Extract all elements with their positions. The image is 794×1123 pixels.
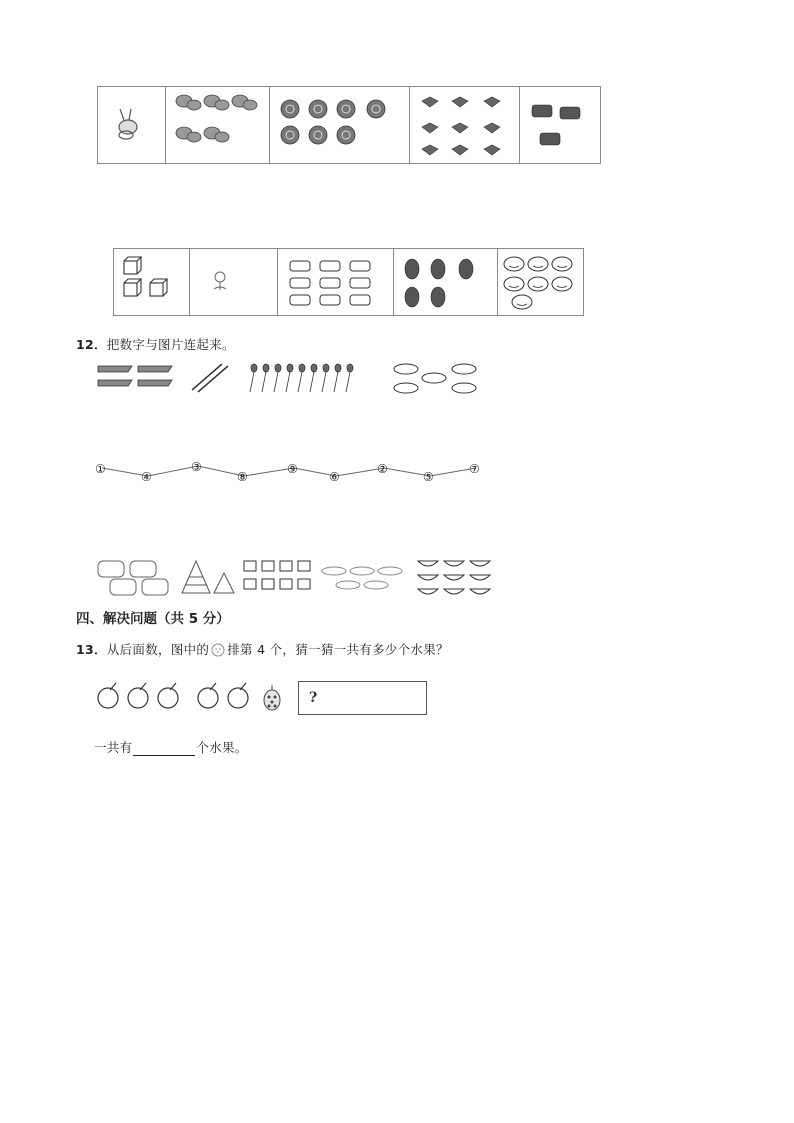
spoon-icons: [250, 364, 353, 392]
strawberry-icon: [264, 685, 280, 710]
bird-icons: [410, 87, 520, 163]
smiley-icons: [498, 249, 583, 315]
bowl-icons: [418, 561, 490, 594]
number-7: ⑦: [469, 462, 480, 476]
scarf-icons: [98, 366, 172, 386]
question-13: 13 ． 从后面数，图中的 排第 4 个，猜一猜一共有多少个水果？: [76, 641, 449, 657]
answer-prefix: 一共有: [94, 740, 133, 755]
number-9: ⑨: [287, 462, 298, 476]
pine-tree-icon: [182, 561, 234, 593]
rabbit-icon: [98, 87, 166, 163]
answer-blank[interactable]: [133, 741, 195, 756]
question-number: 13: [76, 641, 94, 657]
number-1: ①: [95, 462, 106, 476]
pinecone-cell: [394, 249, 498, 315]
section-title: 四、解决问题（共 5 分）: [76, 611, 230, 627]
puppy-icons: [166, 87, 270, 163]
snail-cell: [270, 87, 410, 163]
flower-cell: [190, 249, 278, 315]
dog-cell: [166, 87, 270, 163]
question-text-before: 从后面数，图中的: [106, 642, 210, 657]
plate-icons: [394, 364, 476, 393]
hidden-fruit-box: [298, 681, 427, 715]
cow-icons: [520, 87, 600, 163]
bird-cell: [410, 87, 520, 163]
question-mark: ?: [309, 690, 318, 706]
object-picture-table: [113, 248, 584, 316]
pillow-icons: [98, 561, 168, 595]
answer-line: [94, 738, 248, 756]
number-2: ②: [377, 462, 388, 476]
number-6: ⑥: [329, 470, 340, 484]
fruit-row: [94, 680, 294, 714]
number-8: ⑧: [237, 470, 248, 484]
animal-picture-table: [97, 86, 601, 164]
chopsticks-icon: [192, 364, 228, 392]
cube-cell: [114, 249, 190, 315]
dish-icons: [322, 567, 402, 589]
apple-icons: [98, 683, 248, 708]
drum-cell: [278, 249, 394, 315]
cow-cell: [520, 87, 600, 163]
question-text: 把数字与图片连起来。: [106, 337, 235, 352]
q12-top-pictures: [94, 360, 494, 402]
flower-icon: [190, 249, 278, 315]
question-text-after: 排第 4 个，猜一猜一共有多少个水果？: [227, 642, 449, 657]
q12-bottom-pictures: [94, 555, 494, 601]
strawberry-icon: [210, 641, 226, 657]
answer-suffix: 个水果。: [196, 740, 248, 755]
number-5: ⑤: [423, 470, 434, 484]
snail-icons: [270, 87, 410, 163]
question-12: 12．把数字与图片连起来。: [76, 337, 235, 352]
question-number: 12: [76, 337, 94, 352]
pinecone-icons: [394, 249, 498, 315]
number-4: ④: [141, 470, 152, 484]
number-3: ③: [191, 460, 202, 474]
drum-icons: [278, 249, 394, 315]
rabbit-cell: [98, 87, 166, 163]
number-line: [94, 458, 486, 488]
cube-icons: [114, 249, 190, 315]
smiley-cell: [498, 249, 583, 315]
cup-icons: [244, 561, 310, 589]
